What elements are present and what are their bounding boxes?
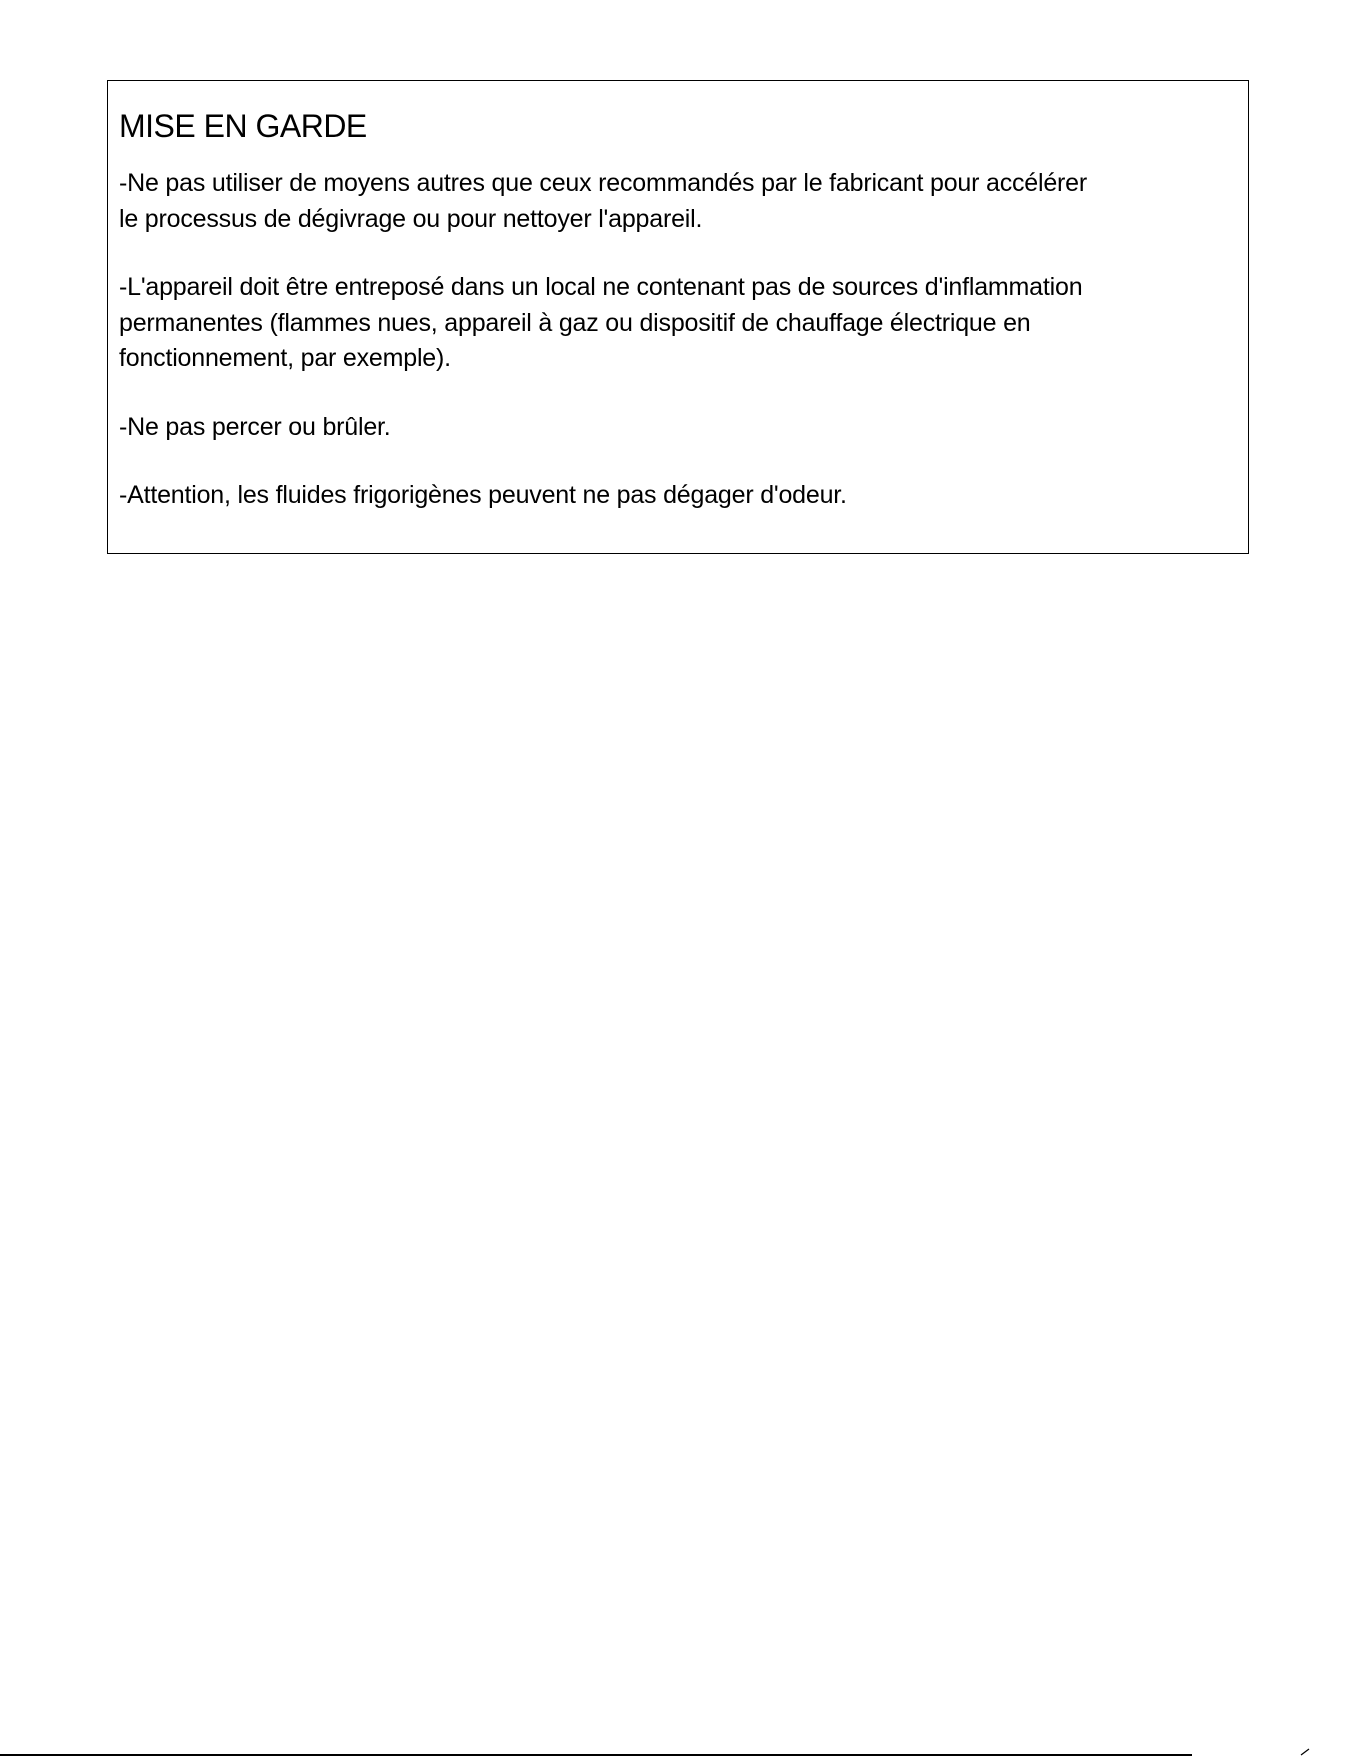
warning-text-line: permanentes (flammes nues, appareil à gaz ou dispositif de chauffage électrique en: [119, 308, 1031, 337]
warning-text-line: -L'appareil doit être entreposé dans un local ne contenant pas de sources d'inflammation: [119, 273, 1083, 301]
warning-text-line: -Ne pas utiliser de moyens autres que ceux recommandés par le fabricant pour accélérer: [119, 169, 1088, 197]
warning-text-line: -Ne pas percer ou brûler.: [119, 412, 391, 441]
warning-paragraph-storage: [119, 270, 1232, 377]
page-corner-mark-icon: [1300, 1748, 1310, 1756]
warning-paragraph-pierce: [119, 410, 1232, 446]
warning-box: [107, 80, 1249, 554]
warning-title: MISE EN GARDE: [119, 108, 367, 144]
warning-paragraph-defrost: [119, 166, 1232, 237]
warning-text-line: fonctionnement, par exemple).: [119, 344, 451, 372]
page-bottom-rule: [0, 1754, 1192, 1756]
warning-text-line: -Attention, les fluides frigorigènes peuvent ne pas dégager d'odeur.: [119, 481, 847, 509]
warning-paragraph-odour: [119, 478, 1232, 514]
warning-text-line: le processus de dégivrage ou pour nettoyer l'appareil.: [119, 204, 703, 233]
